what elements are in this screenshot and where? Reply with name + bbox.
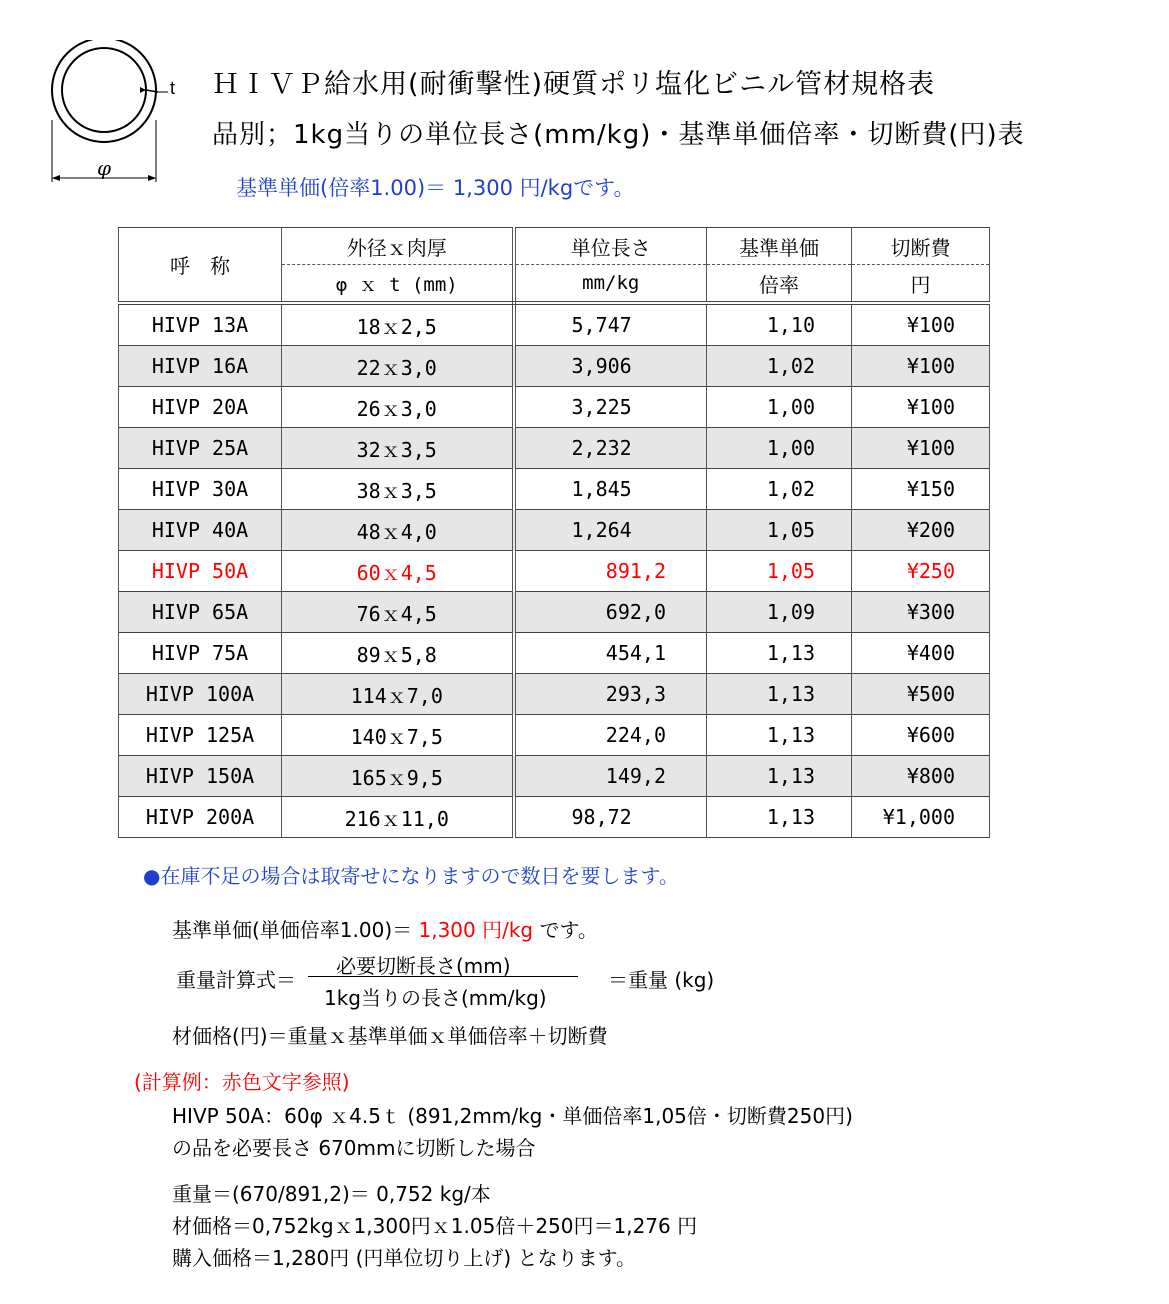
cell-rate: 1,00 (707, 428, 852, 469)
cell-rate: 1,13 (707, 633, 852, 674)
weight-formula-result: ＝重量 (kg) (608, 968, 715, 992)
cell-unit-length: 454,1 (514, 633, 707, 674)
table-row (119, 387, 990, 428)
cell-rate: 1,13 (707, 797, 852, 838)
example-heading: (計算例：赤色文字参照) (134, 1070, 350, 1094)
table-row (119, 469, 990, 510)
cell-cutting-cost: ¥100 (852, 346, 990, 387)
table-row (119, 633, 990, 674)
pipe-cross-section-diagram (40, 40, 200, 190)
cell-unit-length: 224,0 (514, 715, 707, 756)
cell-rate: 1,13 (707, 715, 852, 756)
cell-size: 22ｘ3,0 (282, 346, 514, 387)
weight-formula-denominator: 1kg当りの長さ(mm/kg) (324, 986, 547, 1010)
cell-rate: 1,05 (707, 510, 852, 551)
thickness-label: t (170, 78, 176, 98)
cell-size: 18ｘ2,5 (282, 303, 514, 346)
cell-unit-length: 3,225 (514, 387, 707, 428)
cell-rate: 1,09 (707, 592, 852, 633)
cell-name: HIVP 25A (119, 428, 282, 469)
table-row (119, 797, 990, 838)
cell-name: HIVP 65A (119, 592, 282, 633)
cell-cutting-cost: ¥250 (852, 551, 990, 592)
cell-rate: 1,00 (707, 387, 852, 428)
header-rate-unit: 倍率 (707, 265, 852, 304)
example-line-1: HIVP 50A：60φ ｘ4.5ｔ (891,2mm/kg・単価倍率1,05倍・切断費250円) (172, 1104, 853, 1128)
stock-note: ●在庫不足の場合は取寄せになりますので数日を要します。 (143, 864, 679, 888)
page-subtitle: 品別；1kg当りの単位長さ(mm/kg)・基準単価倍率・切断費(円)表 (212, 120, 1025, 150)
header-rate: 基準単価 (707, 228, 852, 265)
cell-unit-length: 1,845 (514, 469, 707, 510)
cell-size: 114ｘ7,0 (282, 674, 514, 715)
cell-cutting-cost: ¥400 (852, 633, 990, 674)
table-row (119, 303, 990, 346)
cell-cutting-cost: ¥500 (852, 674, 990, 715)
cell-cutting-cost: ¥1,000 (852, 797, 990, 838)
cell-name: HIVP 75A (119, 633, 282, 674)
cell-name: HIVP 30A (119, 469, 282, 510)
cell-rate: 1,13 (707, 674, 852, 715)
cell-cutting-cost: ¥600 (852, 715, 990, 756)
base-price-line (172, 914, 598, 943)
cell-rate: 1,02 (707, 346, 852, 387)
cell-name: HIVP 200A (119, 797, 282, 838)
cell-cutting-cost: ¥200 (852, 510, 990, 551)
cell-unit-length: 3,906 (514, 346, 707, 387)
cell-rate: 1,02 (707, 469, 852, 510)
header-length: 単位長さ (514, 228, 707, 265)
base-price-suffix: です。 (533, 918, 598, 942)
table-row (119, 346, 990, 387)
cell-cutting-cost: ¥800 (852, 756, 990, 797)
cell-name: HIVP 50A (119, 551, 282, 592)
header-size: 外径ｘ肉厚 (282, 228, 514, 265)
table-row (119, 715, 990, 756)
cell-rate: 1,13 (707, 756, 852, 797)
table-row (119, 510, 990, 551)
cell-size: 216ｘ11,0 (282, 797, 514, 838)
cell-cutting-cost: ¥300 (852, 592, 990, 633)
cell-size: 140ｘ7,5 (282, 715, 514, 756)
cell-unit-length: 1,264 (514, 510, 707, 551)
cell-size: 89ｘ5,8 (282, 633, 514, 674)
cell-name: HIVP 20A (119, 387, 282, 428)
cell-unit-length: 293,3 (514, 674, 707, 715)
base-price-prefix: 基準単価(単価倍率1.00)＝ (172, 918, 419, 942)
cell-size: 60ｘ4,5 (282, 551, 514, 592)
weight-formula-numerator: 必要切断長さ(mm) (336, 954, 511, 978)
cell-name: HIVP 40A (119, 510, 282, 551)
cell-name: HIVP 125A (119, 715, 282, 756)
cell-rate: 1,10 (707, 303, 852, 346)
cell-size: 26ｘ3,0 (282, 387, 514, 428)
example-weight: 重量＝(670/891,2)＝ 0,752 kg/本 (172, 1182, 491, 1206)
cell-cutting-cost: ¥100 (852, 428, 990, 469)
header-cost-unit: 円 (852, 265, 990, 304)
base-price-note: 基準単価(倍率1.00)＝ 1,300 円/kgです。 (236, 176, 635, 200)
table-row (119, 592, 990, 633)
example-purchase-price: 購入価格＝1,280円 (円単位切り上げ) となります。 (172, 1246, 636, 1270)
diameter-label: φ (96, 156, 112, 180)
cell-name: HIVP 16A (119, 346, 282, 387)
weight-formula-label: 重量計算式＝ (176, 968, 296, 992)
cell-name: HIVP 150A (119, 756, 282, 797)
cell-size: 165ｘ9,5 (282, 756, 514, 797)
example-line-2: の品を必要長さ 670mmに切断した場合 (172, 1136, 536, 1160)
header-length-unit: mm/kg (514, 265, 707, 304)
cell-size: 32ｘ3,5 (282, 428, 514, 469)
table-row (119, 674, 990, 715)
cell-unit-length: 891,2 (514, 551, 707, 592)
cell-name: HIVP 13A (119, 303, 282, 346)
header-size-unit: φ ｘ t (mm) (282, 265, 514, 304)
cell-unit-length: 5,747 (514, 303, 707, 346)
cell-unit-length: 692,0 (514, 592, 707, 633)
cell-rate: 1,05 (707, 551, 852, 592)
base-price-value: 1,300 円/kg (418, 918, 534, 942)
cell-unit-length: 2,232 (514, 428, 707, 469)
cell-unit-length: 149,2 (514, 756, 707, 797)
cell-cutting-cost: ¥100 (852, 303, 990, 346)
page-title: ＨＩＶＰ給水用(耐衝撃性)硬質ポリ塩化ビニル管材規格表 (212, 69, 936, 100)
table-row (119, 428, 990, 469)
cell-size: 76ｘ4,5 (282, 592, 514, 633)
fraction-bar (308, 976, 578, 977)
cell-name: HIVP 100A (119, 674, 282, 715)
example-material-price: 材価格＝0,752kgｘ1,300円ｘ1.05倍＋250円＝1,276 円 (172, 1214, 698, 1238)
pipe-spec-table (118, 227, 990, 838)
cell-cutting-cost: ¥100 (852, 387, 990, 428)
cell-size: 38ｘ3,5 (282, 469, 514, 510)
material-price-formula: 材価格(円)＝重量ｘ基準単価ｘ単価倍率＋切断費 (172, 1024, 608, 1048)
table-row (119, 756, 990, 797)
header-name: 呼 称 (119, 228, 282, 304)
header-cost: 切断費 (852, 228, 990, 265)
cell-size: 48ｘ4,0 (282, 510, 514, 551)
table-row (119, 551, 990, 592)
cell-cutting-cost: ¥150 (852, 469, 990, 510)
cell-unit-length: 98,72 (514, 797, 707, 838)
